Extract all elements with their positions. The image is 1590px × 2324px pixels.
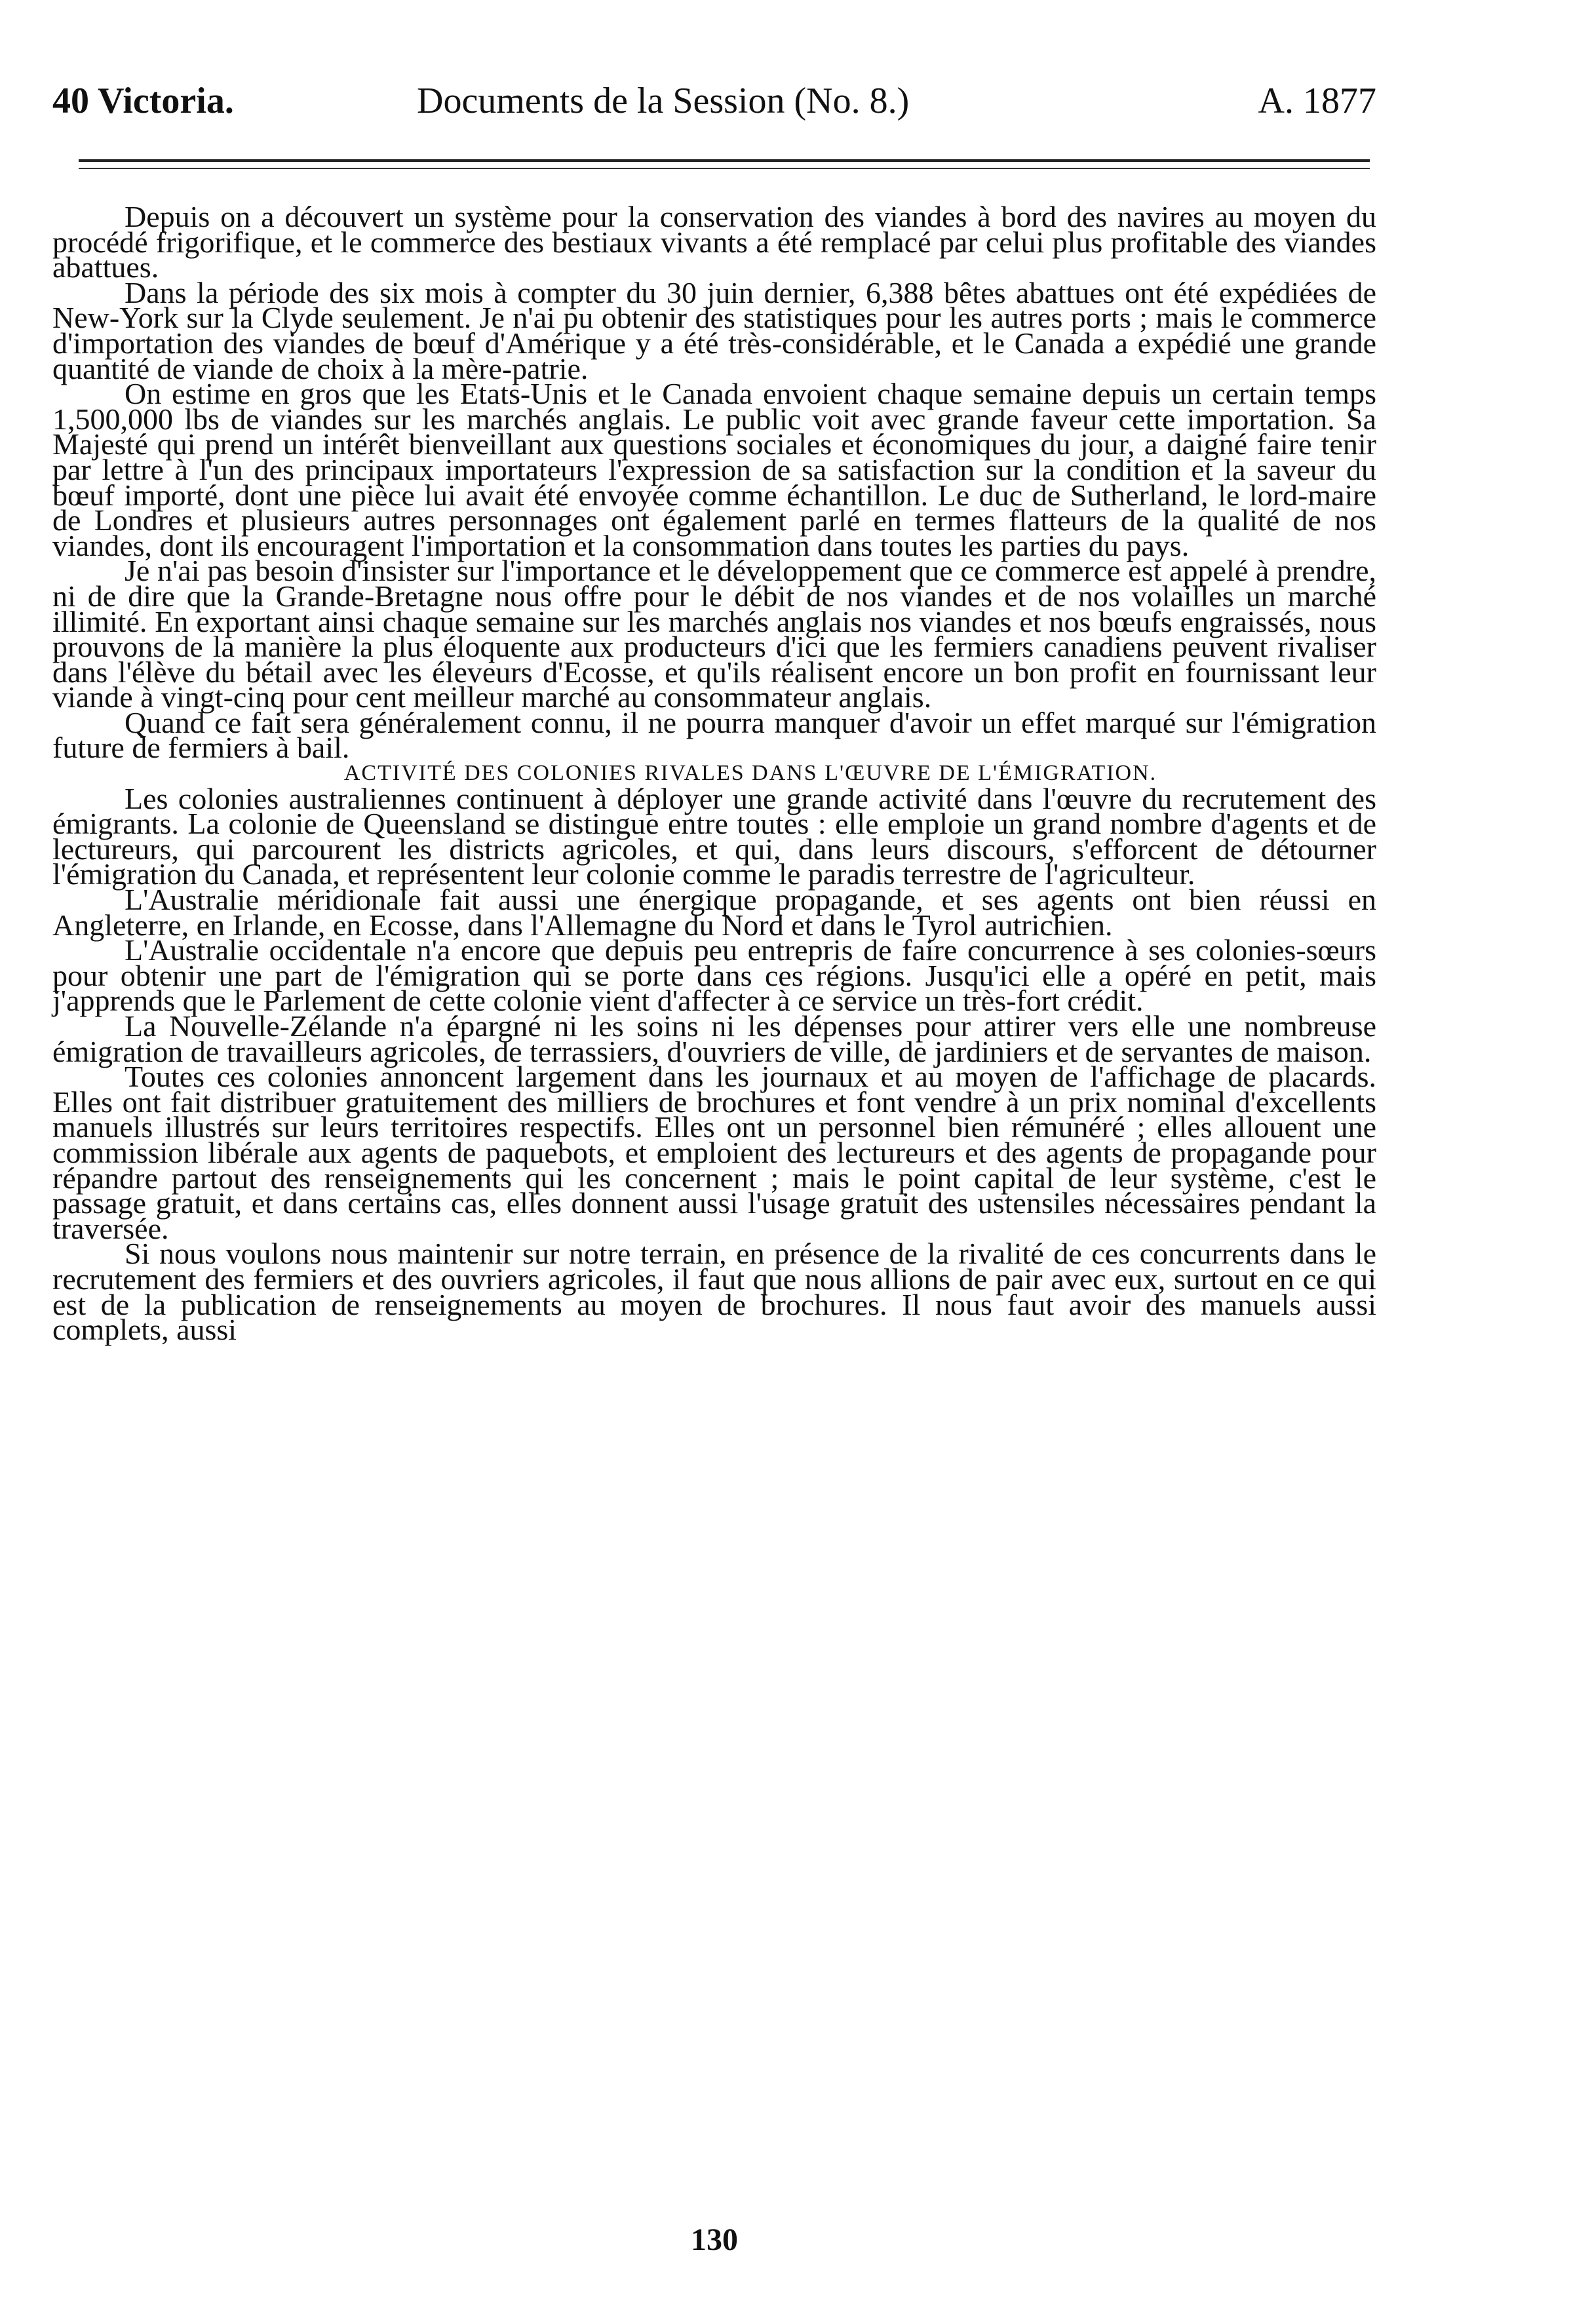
paragraph: Dans la période des six mois à compter du 30 juin dernier, 6,388 bêtes abattues ont été expédiées de New-York sur la Clyde seulement. Je n'ai pu obtenir des statistiques pour les autres ports ; mais le commerce d'importation des viandes de bœuf d'Amérique y a été très-considérable, et le Canada a expédié une grande quantité de viande de choix à la mère-patrie. xyxy=(52,275,1376,385)
paragraph: Si nous voulons nous maintenir sur notre terrain, en présence de la rivalité de ces concurrents dans le recrutement des fermiers et des ouvriers agricoles, il faut que nous allions de pair avec eux, surtout en ce qui est de la publication de renseignements au moyen de brochures. Il nous faut avoir des manuels aussi complets, aussi xyxy=(52,1237,1376,1347)
paragraph: Toutes ces colonies annoncent largement dans les journaux et au moyen de l'affichage de placards. Elles ont fait distribuer gratuitement des milliers de brochures et font vendre à un prix nominal d'excellents manuels illustrés sur leurs territoires respectifs. Elles ont un personnel bien rémunéré ; elles allouent une commission libérale aux agents de paquebots, et emploient des lectureurs et des agents de propagande pour répandre partout des renseignements qui les concernent ; mais le point capital de leur système, c'est le passage gratuit, et dans certains cas, elles donnent aussi l'usage gratuit des ustensiles nécessaires pendant la traversée. xyxy=(52,1060,1376,1245)
paragraph: Je n'ai pas besoin d'insister sur l'importance et le développement que ce commerce est appelé à prendre, ni de dire que la Grande-Bretagne nous offre pour le débit de nos viandes et de nos volailles un marché illimité. En exportant ainsi chaque semaine sur les marchés anglais nos viandes et nos bœufs engraissés, nous prouvons de la manière la plus éloquente aux producteurs d'ici que les fermiers canadiens peuvent rivaliser dans l'élève du bétail avec les éleveurs d'Ecosse, et qu'ils réalisent encore un bon profit en fournissant leur viande à vingt-cinq pour cent meilleur marché au consommateur anglais. xyxy=(52,554,1376,714)
paragraph: Depuis on a découvert un système pour la conservation des viandes à bord des navires au moyen du procédé frigorifique, et le commerce des bestiaux vivants a été remplacé par celui plus profitable des viandes abattues. xyxy=(52,200,1376,284)
paragraph: Les colonies australiennes continuent à déployer une grande activité dans l'œuvre du recrutement des émigrants. La colonie de Queensland se distingue entre toutes : elle emploie un grand nombre d'agents et de lectureurs, qui parcourent les districts agricoles, et qui, dans leurs discours, s'efforcent de détourner l'émigration du Canada, et représentent leur colonie comme le paradis terrestre de l'agriculteur. xyxy=(52,781,1376,891)
header-volume: 40 Victoria. xyxy=(52,81,234,121)
header-rule-thick xyxy=(79,159,1370,162)
body-text xyxy=(52,200,1376,1347)
header-title: Documents de la Session (No. 8.) xyxy=(417,81,910,121)
paragraph: L'Australie méridionale fait aussi une énergique propagande, et ses agents ont bien réussi en Angleterre, en Irlande, en Ecosse, dans l'Allemagne du Nord et dans le Tyrol autrichien. xyxy=(52,883,1376,942)
paragraph: L'Australie occidentale n'a encore que depuis peu entrepris de faire concurrence à ses colonies-sœurs pour obtenir une part de l'émigration qui se porte dans ces régions. Jusqu'ici elle a opéré en petit, mais j'apprends que le Parlement de cette colonie vient d'affecter à ce service un très-fort crédit. xyxy=(52,933,1376,1018)
page-header xyxy=(52,80,1376,132)
header-rule-thin xyxy=(79,168,1370,169)
paragraph: Quand ce fait sera généralement connu, il ne pourra manquer d'avoir un effet marqué sur l'émigration future de fermiers à bail. xyxy=(52,705,1376,765)
paragraph: La Nouvelle-Zélande n'a épargné ni les soins ni les dépenses pour attirer vers elle une nombreuse émigration de travailleurs agricoles, de terrassiers, d'ouvriers de ville, de jardiniers et de servantes de maison. xyxy=(52,1009,1376,1068)
page-number: 130 xyxy=(691,2222,738,2257)
document-page xyxy=(52,0,1376,2324)
paragraph: On estime en gros que les Etats-Unis et le Canada envoient chaque semaine depuis un certain temps 1,500,000 lbs de viandes sur les marchés anglais. Le public voit avec grande faveur cette importation. Sa Majesté qui prend un intérêt bienveillant aux questions sociales et économiques du jour, a daigné faire tenir par lettre à l'un des principaux importateurs l'expression de sa satisfaction sur la condition et la saveur du bœuf importé, dont une pièce lui avait été envoyée comme échantillon. Le duc de Sutherland, le lord-maire de Londres et plusieurs autres personnages ont également parlé en termes flatteurs de la qualité de nos viandes, dont ils encouragent l'importation et la consommation dans toutes les parties du pays. xyxy=(52,377,1376,562)
header-year: A. 1877 xyxy=(1258,81,1376,121)
section-heading: ACTIVITÉ DES COLONIES RIVALES DANS L'ŒUVRE DE L'ÉMIGRATION. xyxy=(343,761,1157,786)
